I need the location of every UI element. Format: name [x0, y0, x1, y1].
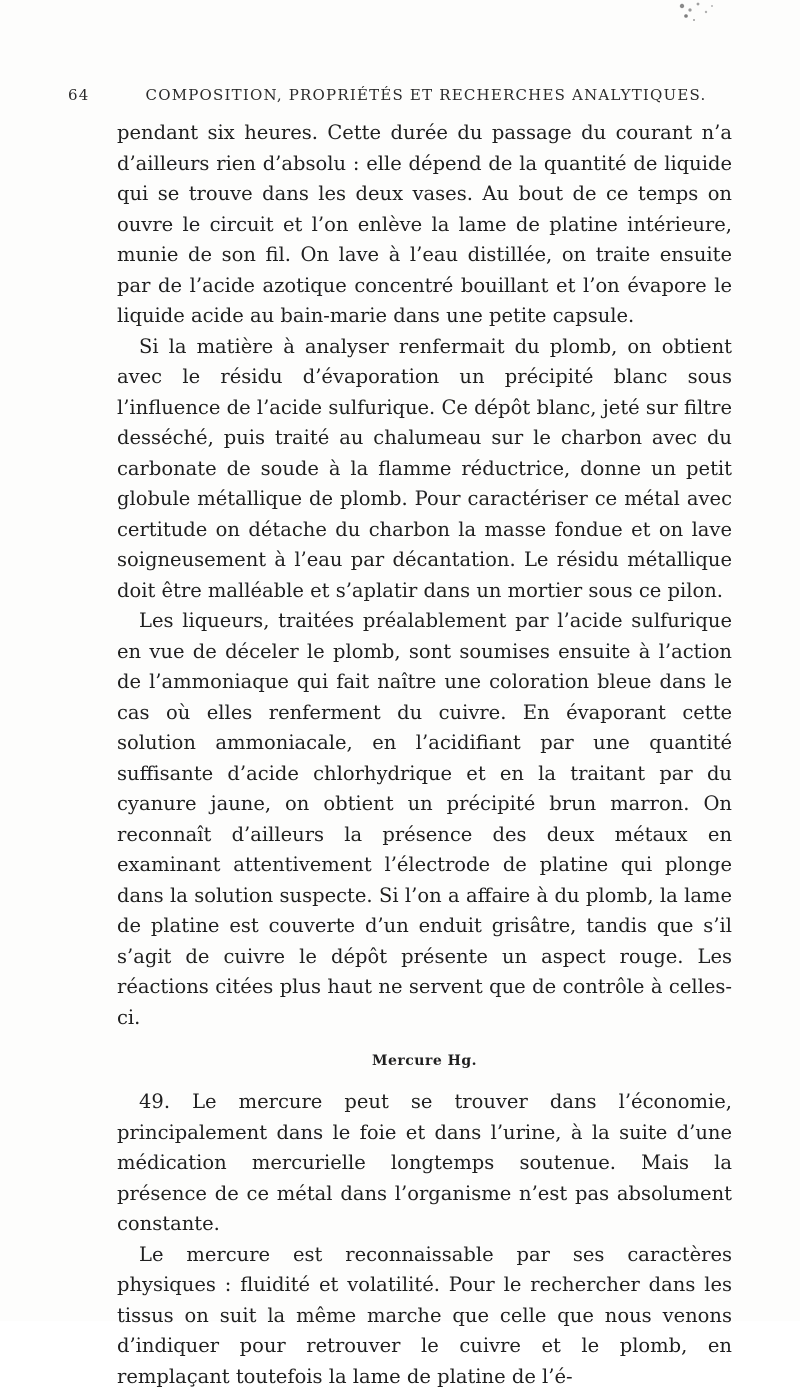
paragraph: pendant six heures. Cette durée du passage du courant n’a d’ailleurs rien d’absolu : elle dépend de la quantité de liquide qui se trouve dans les deux vases. Au bout de ce temps on ouvre le circuit et l’on enlève la lame de platine intérieure, munie de son fil. On lave à l’eau distillée, on traite ensuite par de l’acide azotique concentré bouillant et l’on évapore le liquide acide au bain-marie dans une petite capsule. [117, 118, 732, 332]
paragraph: Le mercure est reconnaissable par ses caractères physiques : fluidité et volatilité. Pour le rechercher dans les tissus on suit la même marche que celle que nous venons d’indiquer pour retrouver le cuivre et le plomb, en remplaçant toutefois la lame de platine de l’é- [117, 1240, 732, 1392]
paragraph: Les liqueurs, traitées préalablement par l’acide sulfurique en vue de déceler le plomb, sont soumises ensuite à l’action de l’ammoniaque qui fait naître une coloration bleue dans le cas où elles renferment du cuivre. En évaporant cette solution ammoniacale, en l’acidifiant par une quantité suffisante d’acide chlorhydrique et en la traitant par du cyanure jaune, on obtient un précipité brun marron. On reconnaît d’ailleurs la présence des deux métaux en examinant attentivement l’électrode de platine qui plonge dans la solution suspecte. Si l’on a affaire à du plomb, la lame de platine est couverte d’un enduit grisâtre, tandis que s’il s’agit de cuivre le dépôt présente un aspect rouge. Les réactions citées plus haut ne servent que de contrôle à celles-ci. [117, 606, 732, 1033]
main-text [117, 118, 732, 1392]
running-header [68, 86, 748, 110]
page-number: 64 [68, 86, 90, 104]
paragraph: Si la matière à analyser renfermait du plomb, on obtient avec le résidu d’évaporation un précipité blanc sous l’influence de l’acide sulfurique. Ce dépôt blanc, jeté sur filtre desséché, puis traité au chalumeau sur le charbon avec du carbonate de soude à la flamme réductrice, donne un petit globule métallique de plomb. Pour caractériser ce métal avec certitude on détache du charbon la masse fondue et on lave soigneusement à l’eau par décantation. Le résidu métallique doit être malléable et s’aplatir dans un mortier sous ce pilon. [117, 332, 732, 607]
section-heading: Mercure Hg. [117, 1051, 732, 1071]
running-title: COMPOSITION, PROPRIÉTÉS ET RECHERCHES ANALYTIQUES. [104, 86, 748, 104]
paragraph: 49. Le mercure peut se trouver dans l’économie, principalement dans le foie et dans l’urine, à la suite d’une médication mercurielle longtemps soutenue. Mais la présence de ce métal dans l’organisme n’est pas absolument constante. [117, 1087, 732, 1240]
ink-blot-mark [640, 0, 800, 36]
